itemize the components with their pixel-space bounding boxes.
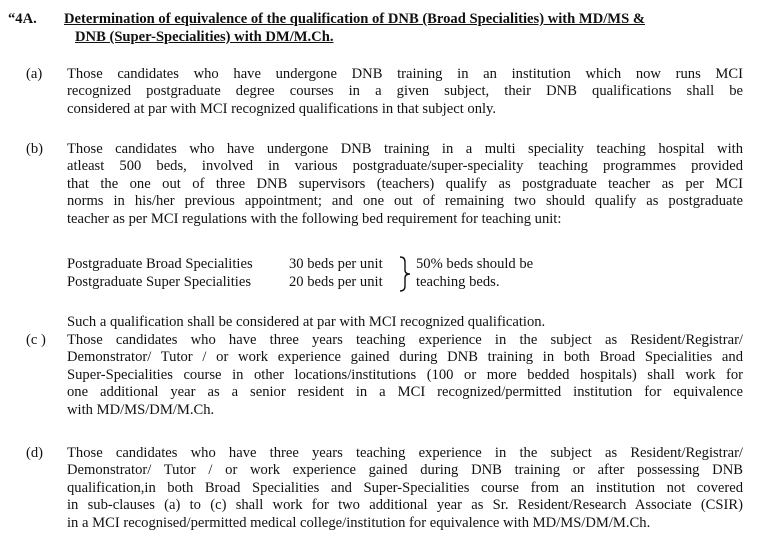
clause-c-line: one additional year as a senior resident in a MCI recognized/permitted institution for equivalence bbox=[67, 384, 743, 401]
clause-c-marker: (c ) bbox=[26, 332, 46, 348]
broad-specialities-beds: 30 beds per unit bbox=[289, 256, 383, 272]
clause-a-line: Those candidates who have undergone DNB training in an institution which now runs MCI bbox=[67, 66, 743, 82]
clause-c-line: Those candidates who have three years teaching experience in the subject as Resident/Registrar/ bbox=[67, 332, 743, 348]
curly-brace-icon bbox=[398, 256, 412, 292]
clause-d-line: in a MCI recognised/permitted medical college/institution for equivalence with MD/MS/DM/M.Ch. bbox=[67, 514, 651, 531]
section-number: “4A. bbox=[8, 11, 37, 27]
par-statement-line: Such a qualification shall be considered at par with MCI recognized qualification. bbox=[67, 314, 546, 330]
clause-d-marker: (d) bbox=[26, 445, 44, 461]
super-specialities-beds: 20 beds per unit bbox=[289, 274, 383, 290]
clause-c-line: Demonstrator/ Tutor / or work experience gained during DNB training in both Broad Specialities and bbox=[67, 349, 743, 366]
clause-b-line: teacher as per MCI regulations with the following bed requirement for teaching unit: bbox=[67, 210, 562, 227]
clause-a-line: recognized postgraduate degree courses in a given subject, their DNB qualifications shall be bbox=[67, 83, 743, 100]
clause-d-line: qualification,in both Broad Specialities and Super-Specialities course from an institution not covered bbox=[67, 479, 743, 496]
clause-d-text bbox=[67, 445, 743, 532]
clause-a-line: considered at par with MCI recognized qualifications in that subject only. bbox=[67, 100, 497, 117]
clause-a-text bbox=[67, 66, 743, 118]
clause-b-line: norms in his/her previous appointment; and one out of remaining two should qualify as postgraduate bbox=[67, 193, 743, 210]
bed-note-line-1: 50% beds should be bbox=[416, 256, 534, 272]
heading-line-2: DNB (Super-Specialities) with DM/M.Ch. bbox=[75, 29, 334, 45]
clause-b-line: atleast 500 beds, involved in various postgraduate/super-speciality teaching programmes provided bbox=[67, 158, 743, 175]
clause-b-marker: (b) bbox=[26, 141, 44, 157]
par-statement bbox=[67, 314, 743, 331]
clause-b-line: that the one out of three DNB supervisors (teachers) qualify as postgraduate teacher as per MCI bbox=[67, 175, 743, 192]
clause-d-line: Demonstrator/ Tutor / or work experience gained during DNB training or after possessing DNB bbox=[67, 462, 743, 479]
clause-d-line: in sub-clauses (a) to (c) shall work for two additional year as Sr. Resident/Research Associate (CSIR) bbox=[67, 497, 743, 514]
clause-a-marker: (a) bbox=[26, 66, 43, 82]
clause-c-text bbox=[67, 332, 743, 419]
broad-specialities-label: Postgraduate Broad Specialities bbox=[67, 256, 253, 272]
super-specialities-label: Postgraduate Super Specialities bbox=[67, 274, 252, 290]
clause-b-text bbox=[67, 141, 743, 228]
bed-note-line-2: teaching beds. bbox=[416, 274, 500, 290]
clause-c-line: with MD/MS/DM/M.Ch. bbox=[67, 401, 215, 418]
clause-c-line: Super-Specialities course in other locations/institutions (100 or more bedded hospitals) shall work for bbox=[67, 366, 743, 383]
clause-d-line: Those candidates who have three years teaching experience in the subject as Resident/Registrar/ bbox=[67, 445, 743, 461]
heading-line-1: Determination of equivalence of the qualification of DNB (Broad Specialities) with MD/MS & bbox=[64, 11, 645, 27]
clause-b-line: Those candidates who have undergone DNB training in a multi speciality teaching hospital with bbox=[67, 141, 743, 157]
